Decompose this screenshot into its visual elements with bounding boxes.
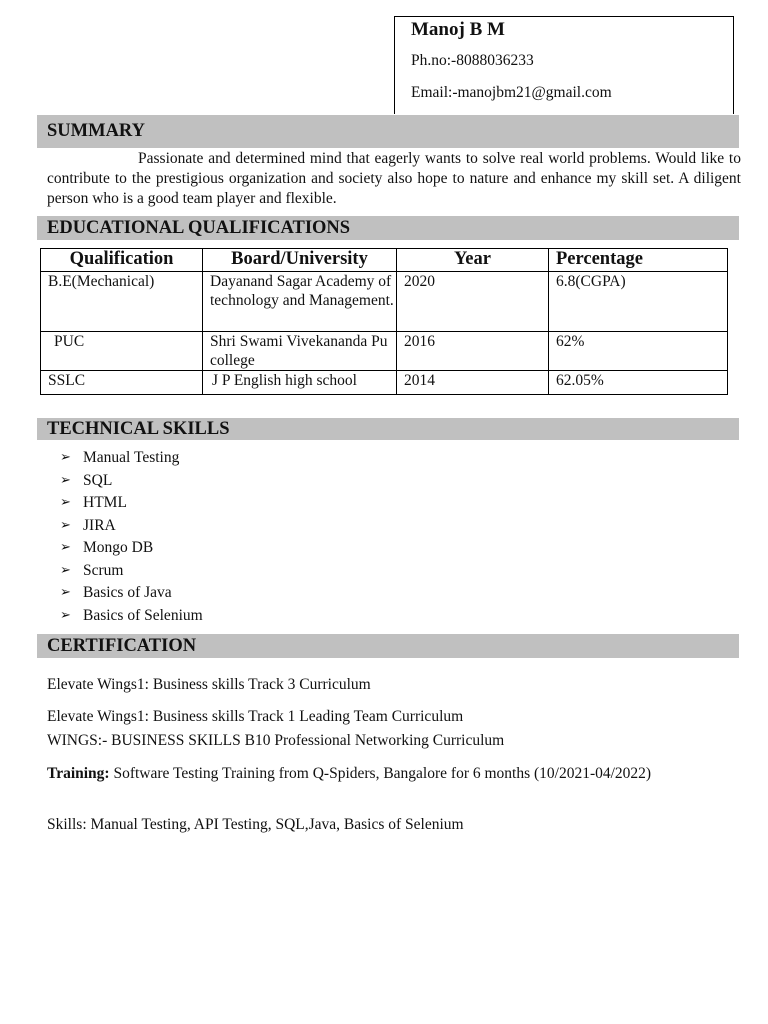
summary-heading: SUMMARY (37, 115, 739, 148)
arrow-bullet-icon: ➢ (60, 495, 71, 510)
table-row (41, 371, 728, 395)
arrow-bullet-icon: ➢ (60, 607, 71, 623)
column-header: Board/University (203, 249, 397, 272)
certification-line: Elevate Wings1: Business skills Track 3 Curriculum (47, 676, 371, 693)
column-header: Percentage (549, 249, 728, 272)
arrow-bullet-icon: ➢ (60, 472, 71, 488)
skill-label: HTML (83, 494, 127, 511)
email-address: Email:-manojbm21@gmail.com (411, 84, 612, 101)
list-item (60, 561, 203, 584)
skill-label: Basics of Selenium (83, 606, 203, 624)
arrow-bullet-icon: ➢ (60, 540, 71, 555)
education-table-header (41, 249, 728, 272)
certification-line: WINGS:- BUSINESS SKILLS B10 Professional Networking Curriculum (47, 732, 505, 749)
list-item (60, 493, 203, 516)
table-cell: 6.8(CGPA) (549, 272, 728, 332)
skill-label: Mongo DB (83, 539, 154, 556)
list-item (60, 448, 203, 471)
skill-label: JIRA (83, 516, 116, 534)
technical-skills-heading: TECHNICAL SKILLS (37, 418, 739, 440)
contact-box (394, 16, 734, 114)
skill-label: Basics of Java (83, 584, 172, 601)
arrow-bullet-icon: ➢ (60, 450, 71, 465)
column-header: Year (397, 249, 549, 272)
skill-label: SQL (83, 471, 113, 489)
table-row (41, 332, 728, 371)
technical-skills-list (60, 448, 203, 628)
training-paragraph (47, 764, 713, 783)
list-item (60, 471, 203, 494)
summary-text: Passionate and determined mind that eagerly wants to solve real world problems. Would like to contribute to the prestigious organization and society also hope to nature and enhance my skill set. A diligent person who is a good team player and flexible. (47, 150, 741, 207)
certification-line: Elevate Wings1: Business skills Track 1 Leading Team Curriculum (47, 708, 464, 725)
arrow-bullet-icon: ➢ (60, 517, 71, 533)
table-cell: 2016 (397, 332, 549, 371)
table-cell: SSLC (41, 371, 203, 395)
table-cell: 2014 (397, 371, 549, 395)
training-label: Training: (47, 765, 110, 782)
table-cell: Shri Swami Vivekananda Pu college (203, 332, 397, 371)
skill-label: Scrum (83, 561, 124, 579)
table-cell: PUC (41, 332, 203, 371)
arrow-bullet-icon: ➢ (60, 562, 71, 578)
certification-heading: CERTIFICATION (37, 634, 739, 658)
column-header: Qualification (41, 249, 203, 272)
education-table (40, 248, 728, 395)
list-item (60, 516, 203, 539)
table-cell: 62.05% (549, 371, 728, 395)
table-row (41, 272, 728, 332)
phone-number: Ph.no:-8088036233 (411, 52, 534, 69)
training-text: Software Testing Training from Q-Spiders, Bangalore for 6 months (10/2021-04/2022) (113, 765, 652, 782)
list-item (60, 606, 203, 629)
table-cell: Dayanand Sagar Academy of technology and Management. (203, 272, 397, 332)
arrow-bullet-icon: ➢ (60, 585, 71, 600)
table-cell: J P English high school (203, 371, 397, 395)
table-cell: 2020 (397, 272, 549, 332)
table-cell: 62% (549, 332, 728, 371)
list-item (60, 538, 203, 561)
skills-line: Skills: Manual Testing, API Testing, SQL,Java, Basics of Selenium (47, 816, 464, 833)
table-cell: B.E(Mechanical) (41, 272, 203, 332)
list-item (60, 583, 203, 606)
skill-label: Manual Testing (83, 449, 180, 466)
education-heading: EDUCATIONAL QUALIFICATIONS (37, 216, 739, 240)
candidate-name: Manoj B M (411, 19, 505, 40)
